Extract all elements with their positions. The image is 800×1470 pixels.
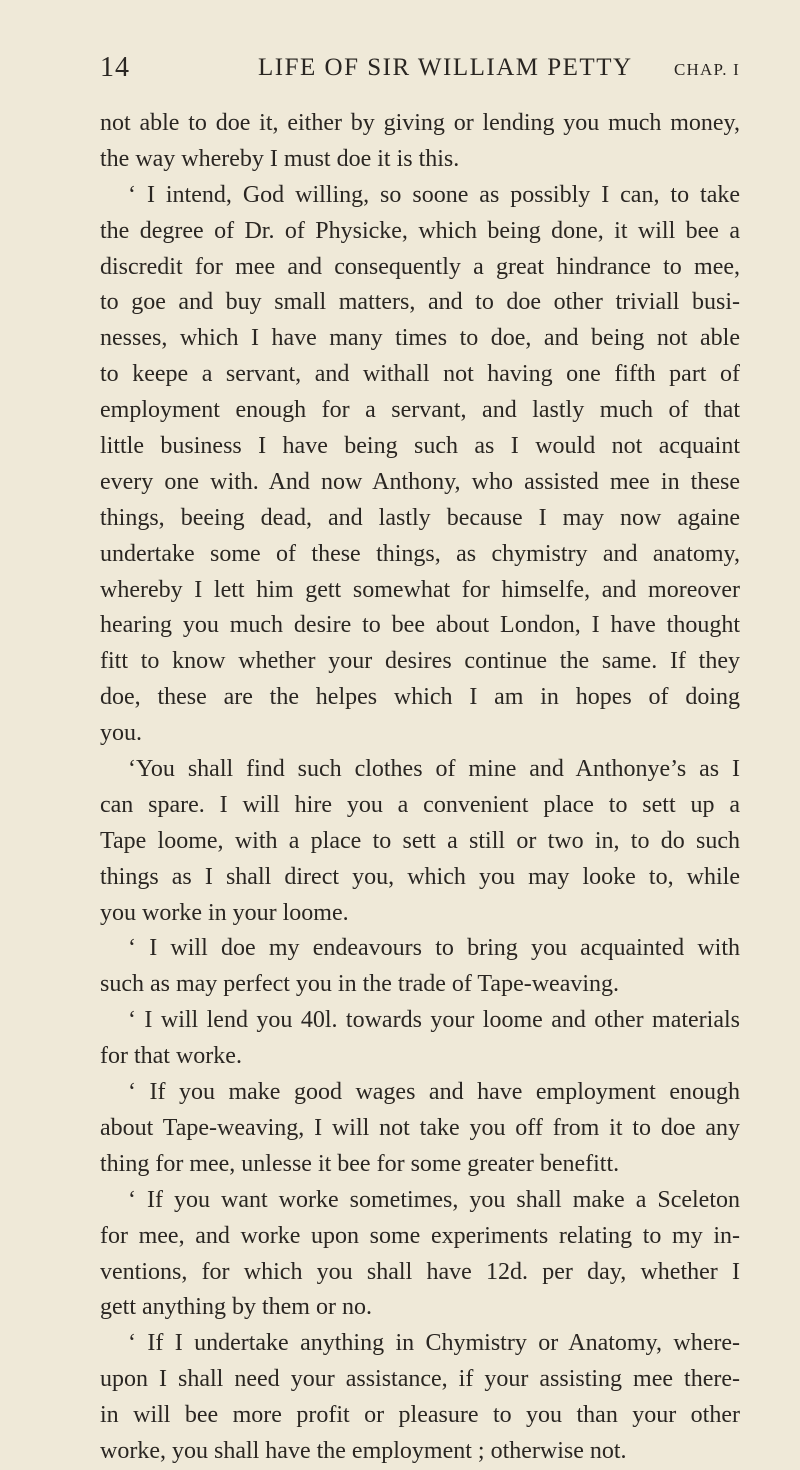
text-line: to keepe a servant, and withall not having one fifth part of [100,361,740,388]
text-line: you. [100,720,142,747]
text-line: things as I shall direct you, which you may looke to, while [100,863,740,890]
text-line: every one with. And now Anthony, who assisted mee in these [100,468,740,495]
running-head [100,52,740,92]
text-line: worke, you shall have the employment ; otherwise not. [100,1437,627,1464]
text-line: fitt to know whether your desires continue the same. If they [100,648,740,675]
text-line: ‘ If you want worke sometimes, you shall make a Sceleton [128,1186,740,1213]
text-line: such as may perfect you in the trade of Tape-weaving. [100,971,620,998]
text-line: nesses, which I have many times to doe, and being not able [100,325,740,352]
text-line: things, beeing dead, and lastly because I may now againe [100,504,740,531]
text-line: you worke in your loome. [100,899,349,926]
chapter-label: CHAP. I [673,60,740,79]
text-line: ‘ If I undertake anything in Chymistry or Anatomy, where- [128,1330,740,1357]
text-line: for that worke. [100,1043,242,1070]
text-line: gett anything by them or no. [100,1294,372,1321]
running-title: LIFE OF SIR WILLIAM PETTY [258,54,633,81]
text-line: ‘ I will lend you 40l. towards your loome and other materials [128,1007,740,1034]
page-number: 14 [100,52,130,83]
body-text [100,106,740,1470]
text-line: thing for mee, unlesse it bee for some greater benefitt. [100,1150,620,1177]
text-line: ‘ If you make good wages and have employment enough [128,1079,740,1106]
text-line: upon I shall need your assistance, if your assisting mee there- [100,1366,740,1393]
text-line: undertake some of these things, as chymistry and anatomy, [100,540,740,567]
text-line: hearing you much desire to bee about London, I have thought [100,612,740,639]
text-line: to goe and buy small matters, and to doe other triviall busi- [100,289,740,316]
text-line: ‘ I intend, God willing, so soone as possibly I can, to take [128,181,740,208]
text-line: for mee, and worke upon some experiments relating to my in- [100,1222,740,1249]
text-line: not able to doe it, either by giving or lending you much money, [100,110,740,136]
text-line: can spare. I will hire you a convenient place to sett up a [100,791,740,818]
text-line: ‘ I will doe my endeavours to bring you acquainted with [128,935,740,962]
text-line: ventions, for which you shall have 12d. per day, whether I [100,1258,740,1285]
text-line: whereby I lett him gett somewhat for himselfe, and moreover [100,576,740,603]
text-line: about Tape-weaving, I will not take you off from it to doe any [100,1114,740,1141]
text-line: in will bee more profit or pleasure to you than your other [100,1402,740,1429]
text-line: ‘You shall find such clothes of mine and Anthonye’s as I [128,756,740,783]
text-line: the way whereby I must doe it is this. [100,145,460,172]
text-line: discredit for mee and consequently a great hindrance to mee, [100,253,740,280]
text-line: the degree of Dr. of Physicke, which being done, it will bee a [100,217,740,244]
text-line: employment enough for a servant, and lastly much of that [100,397,740,424]
text-line: little business I have being such as I would not acquaint [100,433,740,460]
text-line: Tape loome, with a place to sett a still or two in, to do such [100,827,740,854]
text-line: doe, these are the helpes which I am in hopes of doing [100,684,740,711]
